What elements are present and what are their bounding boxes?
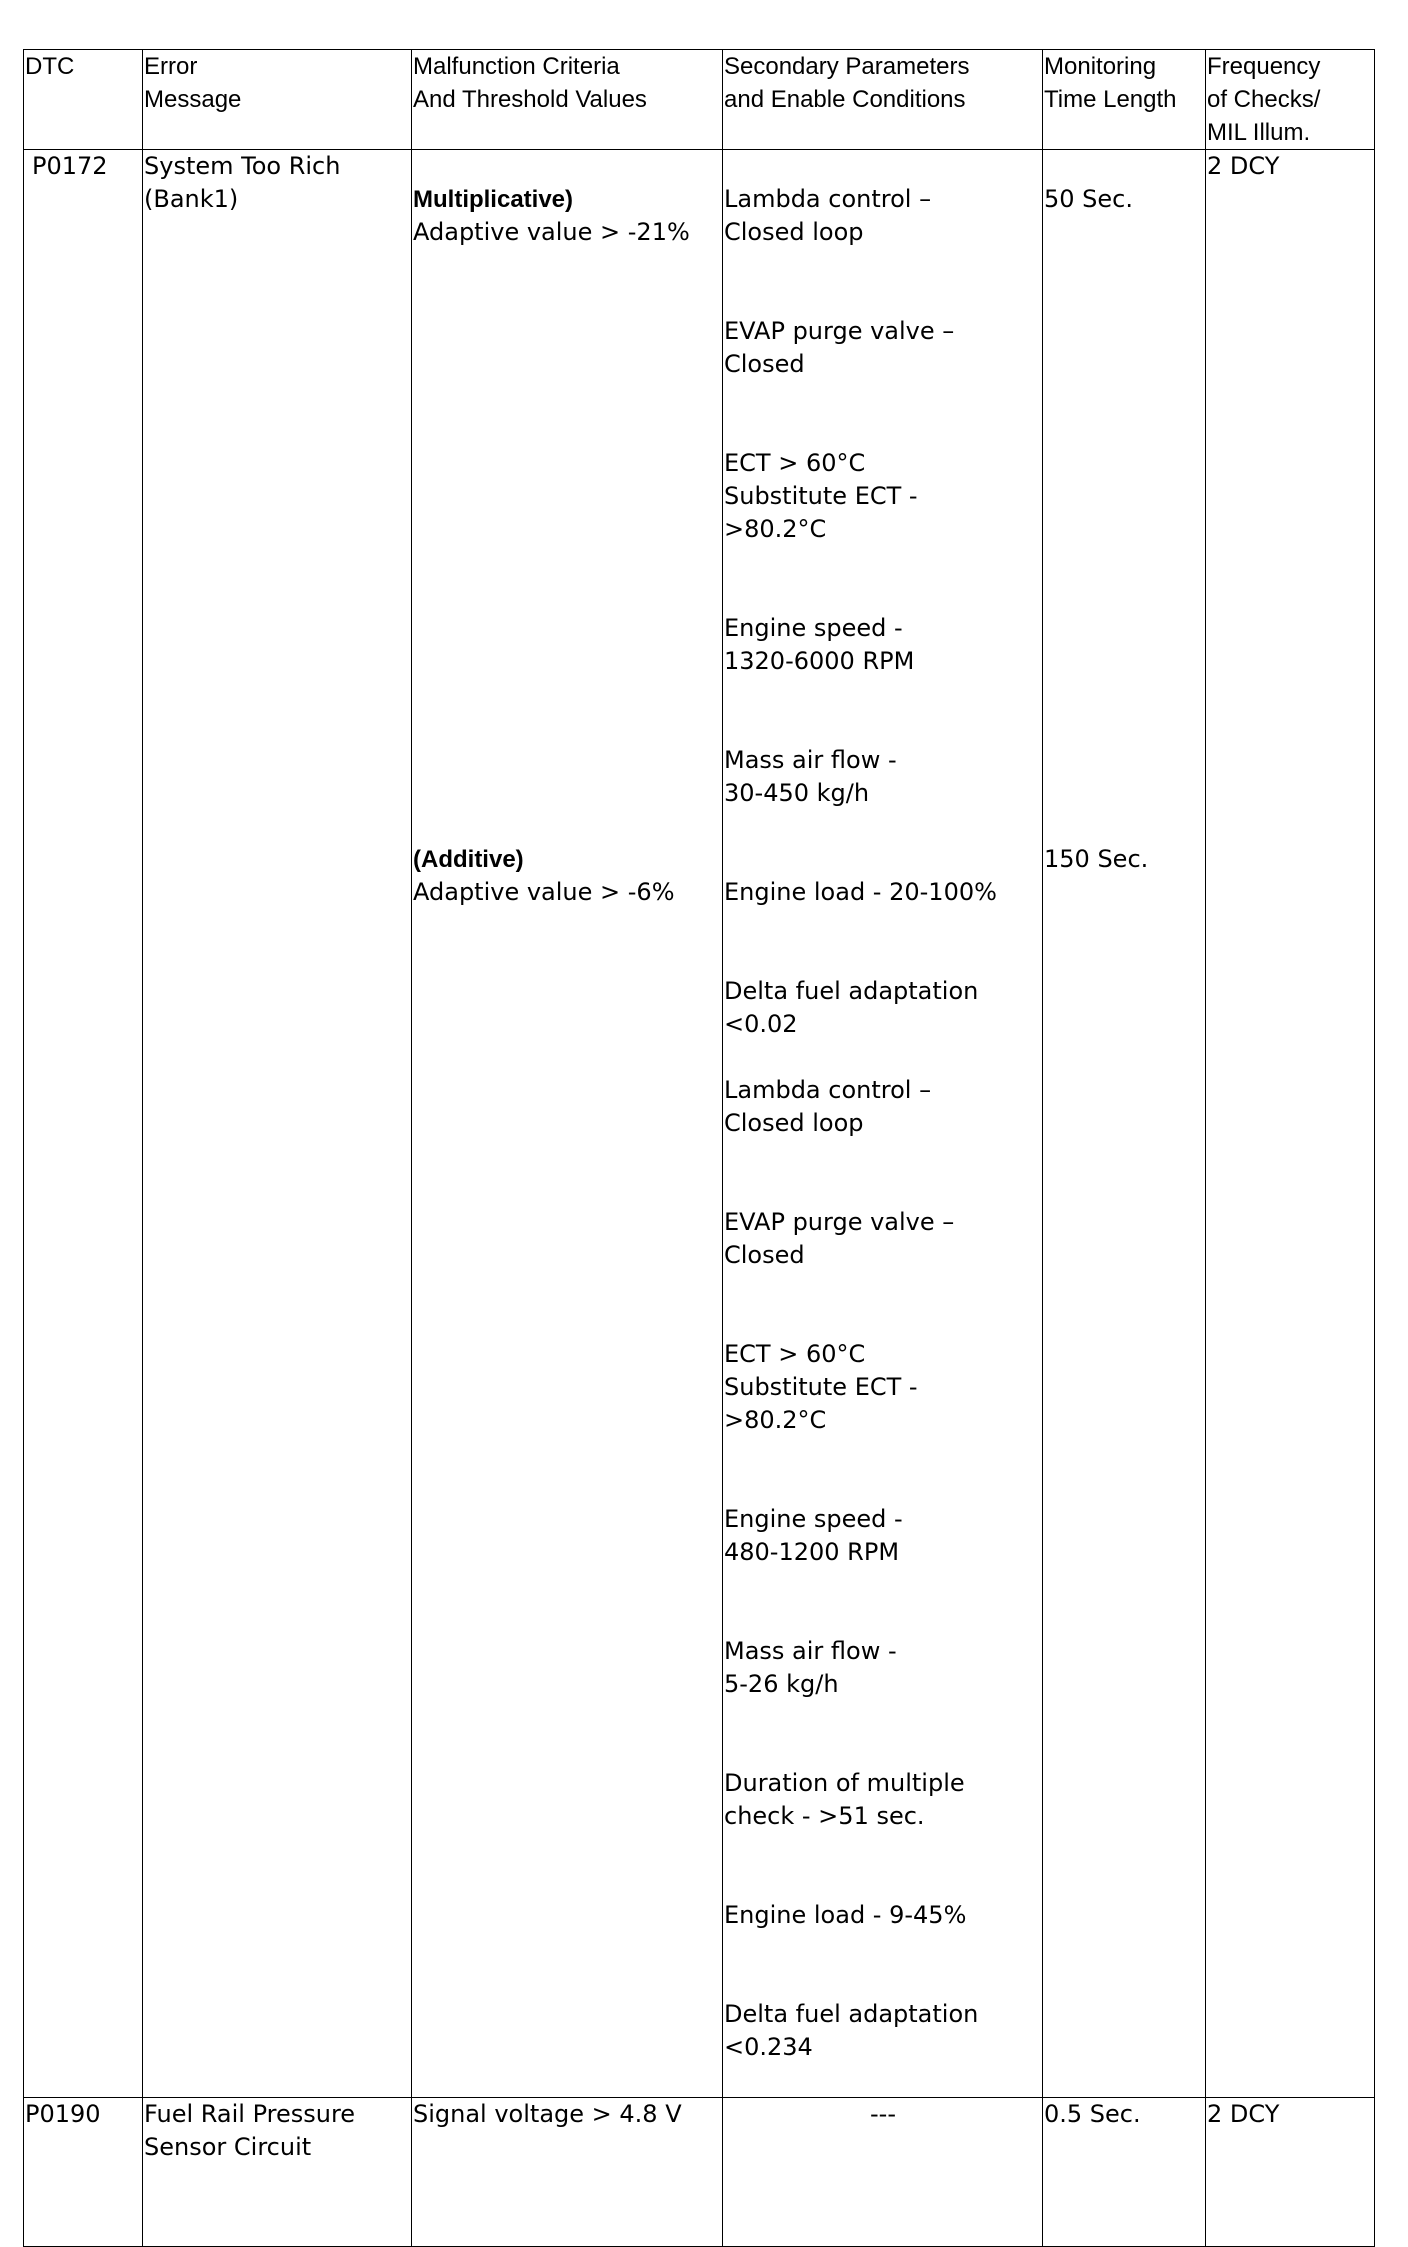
row-p0190-error-message: Fuel Rail Pressure Sensor Circuit — [143, 2098, 412, 2247]
row-p0190-criteria: Signal voltage > 4.8 V — [412, 2098, 723, 2247]
criteria-additive-label: (Additive) — [413, 846, 524, 873]
header-monitoring-time: Monitoring Time Length — [1043, 50, 1206, 150]
row-p0172-dtc: P0172 — [24, 150, 143, 2098]
row-p0190-dtc: P0190 — [24, 2098, 143, 2247]
secondary-item: Mass air flow - 5-26 kg/h — [724, 1637, 897, 1698]
table-row — [24, 150, 1375, 2098]
header-error-message: Error Message — [143, 50, 412, 150]
secondary-item: Engine speed - 480-1200 RPM — [724, 1505, 903, 1566]
monitoring-multiplicative: 50 Sec. — [1044, 185, 1133, 213]
secondary-item: Engine load - 9-45% — [724, 1901, 967, 1929]
table-header-row — [24, 50, 1375, 150]
secondary-item: EVAP purge valve – Closed — [724, 317, 955, 378]
secondary-item: Mass air flow - 30-450 kg/h — [724, 746, 897, 807]
row-p0172-secondary — [723, 150, 1043, 2098]
row-p0190-monitoring: 0.5 Sec. — [1043, 2098, 1206, 2247]
criteria-gap — [413, 249, 722, 843]
table-row — [24, 2098, 1375, 2247]
secondary-item: Engine speed - 1320-6000 RPM — [724, 614, 915, 675]
secondary-item: Delta fuel adaptation <0.234 — [724, 2000, 979, 2061]
dtc-table — [23, 49, 1375, 2247]
monitoring-additive: 150 Sec. — [1044, 845, 1149, 873]
secondary-item: Engine load - 20-100% — [724, 878, 997, 906]
secondary-item: Lambda control – Closed loop — [724, 185, 932, 246]
header-dtc: DTC — [24, 50, 143, 150]
secondary-item: Duration of multiple check - >51 sec. — [724, 1769, 965, 1830]
row-p0172-error-message: System Too Rich (Bank1) — [143, 150, 412, 2098]
secondary-item: ECT > 60°C Substitute ECT - >80.2°C — [724, 1340, 918, 1434]
criteria-additive-value: Adaptive value > -6% — [413, 878, 675, 906]
secondary-item: Lambda control – Closed loop — [724, 1076, 932, 1137]
header-frequency: Frequency of Checks/ MIL Illum. — [1206, 50, 1375, 150]
criteria-multiplicative-value: Adaptive value > -21% — [413, 218, 690, 246]
secondary-item: Delta fuel adaptation <0.02 — [724, 977, 979, 1038]
criteria-multiplicative-label: Multiplicative) — [413, 186, 574, 213]
row-p0172-criteria — [412, 150, 723, 2098]
monitoring-gap — [1044, 216, 1205, 843]
row-p0190-frequency: 2 DCY — [1206, 2098, 1375, 2247]
secondary-item: ECT > 60°C Substitute ECT - >80.2°C — [724, 449, 918, 543]
row-p0172-monitoring — [1043, 150, 1206, 2098]
row-p0172-frequency: 2 DCY — [1206, 150, 1375, 2098]
header-malfunction-criteria: Malfunction Criteria And Threshold Values — [412, 50, 723, 150]
secondary-item: EVAP purge valve – Closed — [724, 1208, 955, 1269]
header-secondary-parameters: Secondary Parameters and Enable Conditions — [723, 50, 1043, 150]
row-p0190-secondary: --- — [723, 2098, 1043, 2247]
